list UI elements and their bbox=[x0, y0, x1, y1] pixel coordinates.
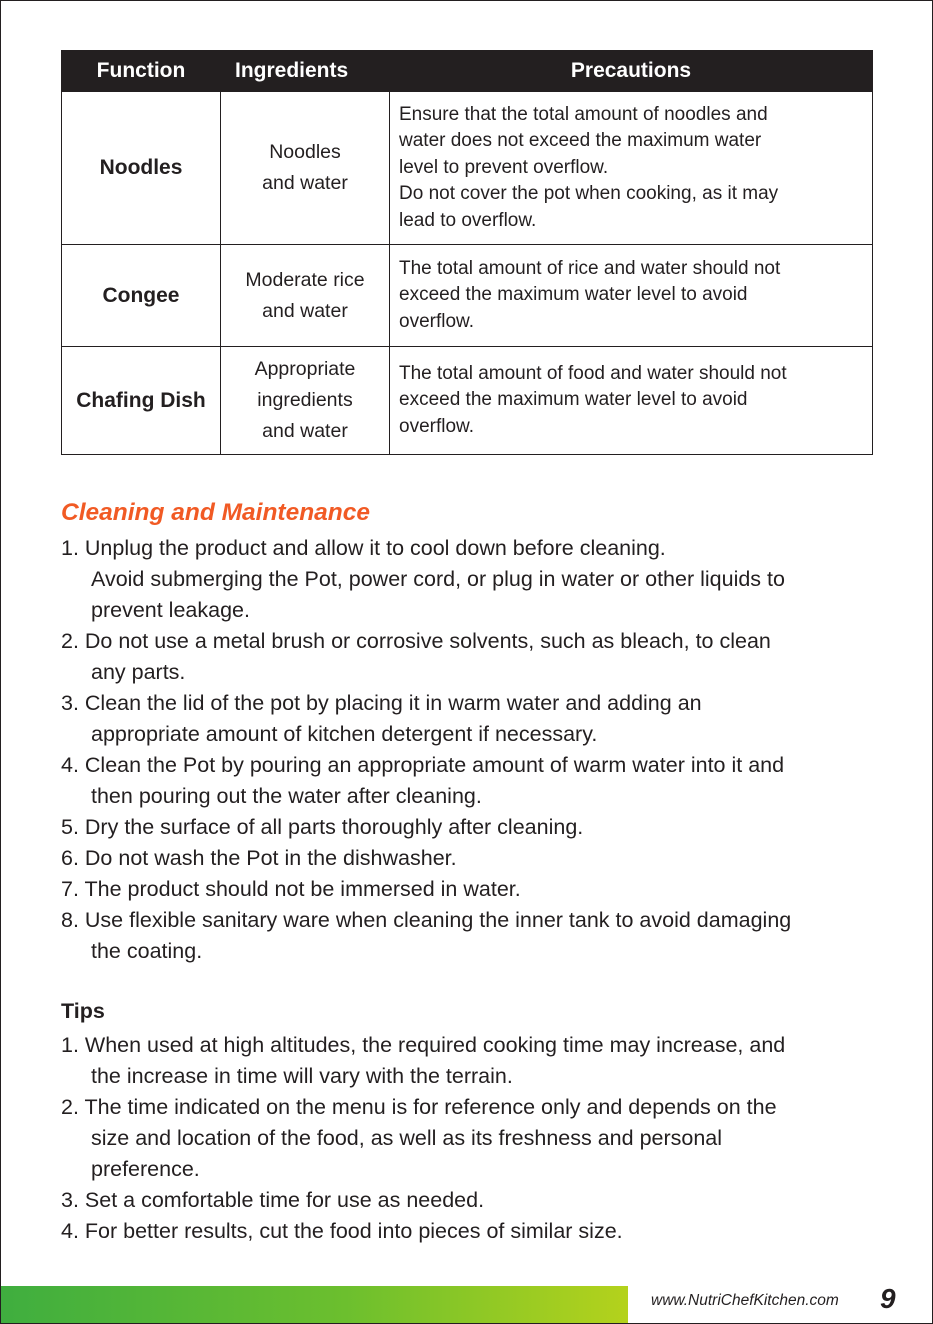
list-item-line: 2. Do not use a metal brush or corrosive solvents, such as bleach, to clean bbox=[61, 629, 771, 653]
list-item bbox=[61, 1185, 881, 1216]
precaution-line: Ensure that the total amount of noodles and bbox=[399, 103, 768, 125]
tips-list bbox=[61, 1030, 881, 1247]
precaution-line: level to prevent overflow. bbox=[399, 156, 609, 178]
list-item bbox=[61, 1216, 881, 1247]
list-item-line: 7. The product should not be immersed in water. bbox=[61, 877, 521, 901]
function-cell: Noodles bbox=[62, 92, 221, 245]
footer-url: www.NutriChefKitchen.com bbox=[651, 1292, 839, 1309]
list-item bbox=[61, 533, 881, 626]
list-item-line: 6. Do not wash the Pot in the dishwasher. bbox=[61, 846, 457, 870]
function-table bbox=[61, 50, 873, 455]
table-header-row bbox=[62, 51, 873, 92]
ingredients-cell bbox=[221, 245, 390, 347]
ingredients-line: Appropriate bbox=[254, 358, 356, 380]
list-item-line: the increase in time will vary with the terrain. bbox=[91, 1064, 513, 1088]
ingredients-line: and water bbox=[262, 420, 348, 442]
cleaning-list bbox=[61, 533, 881, 967]
list-item bbox=[61, 843, 881, 874]
list-item bbox=[61, 626, 881, 688]
list-item bbox=[61, 750, 881, 812]
list-item-line: 3. Clean the lid of the pot by placing it in warm water and adding an bbox=[61, 691, 702, 715]
cleaning-heading: Cleaning and Maintenance bbox=[61, 499, 371, 526]
footer-gradient-bar bbox=[1, 1286, 628, 1323]
precautions-cell bbox=[390, 245, 873, 347]
header-ingredients: Ingredients bbox=[221, 51, 390, 92]
page-number: 9 bbox=[880, 1283, 896, 1314]
list-item-line: 1. Unplug the product and allow it to cool down before cleaning. bbox=[61, 536, 666, 560]
list-item bbox=[61, 1030, 881, 1092]
ingredients-line: and water bbox=[262, 299, 348, 322]
list-item bbox=[61, 812, 881, 843]
ingredients-cell bbox=[221, 92, 390, 245]
table-row bbox=[62, 92, 873, 245]
precaution-line: exceed the maximum water level to avoid bbox=[399, 284, 748, 306]
list-item bbox=[61, 905, 881, 967]
header-function: Function bbox=[62, 51, 221, 92]
precaution-line: overflow. bbox=[399, 415, 474, 437]
ingredients-line: ingredients bbox=[257, 389, 353, 411]
ingredients-cell bbox=[221, 347, 390, 455]
list-item-line: 2. The time indicated on the menu is for reference only and depends on the bbox=[61, 1095, 777, 1119]
precaution-line: Do not cover the pot when cooking, as it may bbox=[399, 183, 779, 205]
ingredients-line: Noodles bbox=[269, 141, 341, 163]
list-item bbox=[61, 1092, 881, 1185]
function-cell: Congee bbox=[62, 245, 221, 347]
precaution-line: overflow. bbox=[399, 310, 474, 332]
list-item bbox=[61, 688, 881, 750]
table-row bbox=[62, 245, 873, 347]
precautions-cell bbox=[390, 347, 873, 455]
list-item-line: prevent leakage. bbox=[91, 598, 250, 622]
list-item-line: any parts. bbox=[91, 660, 186, 684]
tips-heading: Tips bbox=[61, 999, 105, 1023]
table-row bbox=[62, 347, 873, 455]
list-item-line: Avoid submerging the Pot, power cord, or plug in water or other liquids to bbox=[91, 567, 785, 591]
function-cell: Chafing Dish bbox=[62, 347, 221, 455]
precaution-line: The total amount of food and water should not bbox=[399, 362, 787, 384]
list-item-line: 4. Clean the Pot by pouring an appropriate amount of warm water into it and bbox=[61, 753, 785, 777]
header-precautions: Precautions bbox=[390, 51, 873, 92]
precaution-line: water does not exceed the maximum water bbox=[399, 130, 762, 152]
precaution-line: exceed the maximum water level to avoid bbox=[399, 389, 748, 411]
list-item-line: 1. When used at high altitudes, the required cooking time may increase, and bbox=[61, 1033, 786, 1057]
list-item-line: 3. Set a comfortable time for use as needed. bbox=[61, 1188, 485, 1212]
ingredients-line: and water bbox=[262, 172, 348, 194]
list-item-line: 5. Dry the surface of all parts thoroughly after cleaning. bbox=[61, 815, 584, 839]
ingredients-line: Moderate rice bbox=[245, 268, 365, 291]
list-item-line: 4. For better results, cut the food into pieces of similar size. bbox=[61, 1219, 623, 1243]
list-item-line: preference. bbox=[91, 1157, 200, 1181]
list-item-line: size and location of the food, as well as its freshness and personal bbox=[91, 1126, 723, 1150]
list-item-line: appropriate amount of kitchen detergent if necessary. bbox=[91, 722, 598, 746]
list-item-line: 8. Use flexible sanitary ware when cleaning the inner tank to avoid damaging bbox=[61, 908, 792, 932]
precaution-line: The total amount of rice and water should not bbox=[399, 257, 781, 279]
list-item-line: then pouring out the water after cleaning. bbox=[91, 784, 482, 808]
list-item-line: the coating. bbox=[91, 939, 203, 963]
precaution-line: lead to overflow. bbox=[399, 209, 537, 231]
list-item bbox=[61, 874, 881, 905]
precautions-cell bbox=[390, 92, 873, 245]
